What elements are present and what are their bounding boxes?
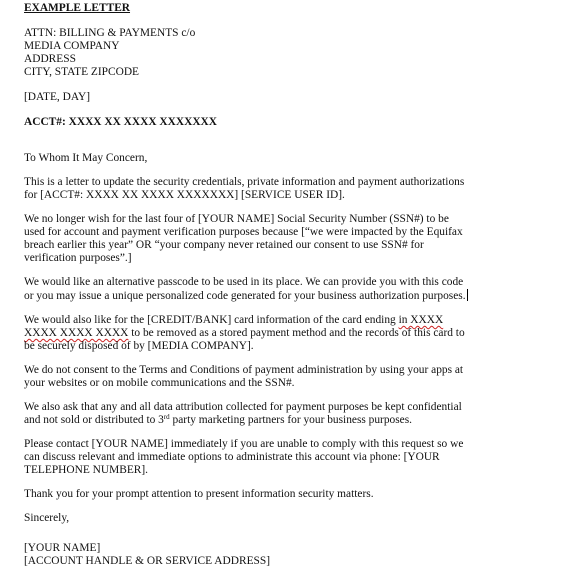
paragraph-line: be securely disposed of by [MEDIA COMPANY]. <box>24 340 254 352</box>
letter-heading: EXAMPLE LETTER <box>24 2 131 14</box>
paragraph-line: We would like an alternative passcode to be used in its place. We can provide you with this code <box>24 276 464 288</box>
paragraph-terms <box>24 364 584 390</box>
paragraph-line: We do not consent to the Terms and Conditions of payment administration by using your apps at <box>24 364 464 376</box>
paragraph-line: breach earlier this year” OR “your company never retained our consent to use SSN# for <box>24 239 424 251</box>
paragraph-card <box>24 314 584 353</box>
address-line: ATTN: BILLING & PAYMENTS c/o <box>24 27 196 39</box>
paragraph-line-text: or you may issue a unique personalized code generated for your business authorization purposes. <box>24 290 466 302</box>
paragraph-line <box>24 289 584 303</box>
spellcheck-flagged-text: XXXX XXXX XXXX <box>24 327 129 339</box>
paragraph-line: used for account and payment verification purposes because [“we were impacted by the Equifax <box>24 226 463 238</box>
paragraph-ssn <box>24 213 584 265</box>
paragraph-line: This is a letter to update the security credentials, private information and payment authorizations <box>24 176 465 188</box>
paragraph-line <box>24 327 584 340</box>
salutation: To Whom It May Concern, <box>24 152 148 164</box>
address-line: ADDRESS <box>24 53 76 65</box>
paragraph-line: Please contact [YOUR NAME] immediately if you are unable to comply with this request so we <box>24 438 464 450</box>
address-line: CITY, STATE ZIPCODE <box>24 66 139 78</box>
paragraph-line <box>24 414 584 427</box>
paragraph-line: verification purposes”.] <box>24 252 132 264</box>
paragraph-line: TELEPHONE NUMBER]. <box>24 464 149 476</box>
recipient-address <box>24 27 584 79</box>
paragraph-contact <box>24 438 584 477</box>
account-number: ACCT#: XXXX XX XXXX XXXXXXX <box>24 116 217 128</box>
superscript-text: rd <box>163 413 170 421</box>
paragraph-line-text: We would also like for the [CREDIT/BANK] card information of the card ending <box>24 314 399 326</box>
closing: Sincerely, <box>24 512 70 524</box>
address-line: MEDIA COMPANY <box>24 40 120 52</box>
paragraph-line: We no longer wish for the last four of [YOUR NAME] Social Security Number (SSN#) to be <box>24 213 449 225</box>
text-cursor <box>467 289 468 301</box>
paragraph-line <box>24 314 584 327</box>
spellcheck-flagged-text: in XXXX <box>398 314 444 326</box>
paragraph-line-text: and not sold or distributed to 3 <box>24 414 164 426</box>
letter-date: [DATE, DAY] <box>24 91 91 103</box>
paragraph-passcode <box>24 276 584 303</box>
paragraph-line-text: to be removed as a stored payment method and the records of this card to <box>128 327 465 339</box>
paragraph-line: We also ask that any and all data attribution collected for payment purposes be kept confidential <box>24 401 462 413</box>
paragraph-update <box>24 176 584 202</box>
paragraph-line: can discuss relevant and immediate options to administrate this account via phone: [YOUR <box>24 451 440 463</box>
document-page[interactable] <box>24 2 584 568</box>
signature-address: [ACCOUNT HANDLE & OR SERVICE ADDRESS] <box>24 555 271 567</box>
thanks-line: Thank you for your prompt attention to present information security matters. <box>24 488 374 500</box>
paragraph-confidential <box>24 401 584 427</box>
paragraph-line-text: party marketing partners for your business purposes. <box>169 414 412 426</box>
signature-block <box>24 542 584 568</box>
paragraph-line: for [ACCT#: XXXX XX XXXX XXXXXXX] [SERVICE USER ID]. <box>24 189 345 201</box>
paragraph-line: your websites or on mobile communications and the SSN#. <box>24 377 295 389</box>
signature-name: [YOUR NAME] <box>24 542 101 554</box>
